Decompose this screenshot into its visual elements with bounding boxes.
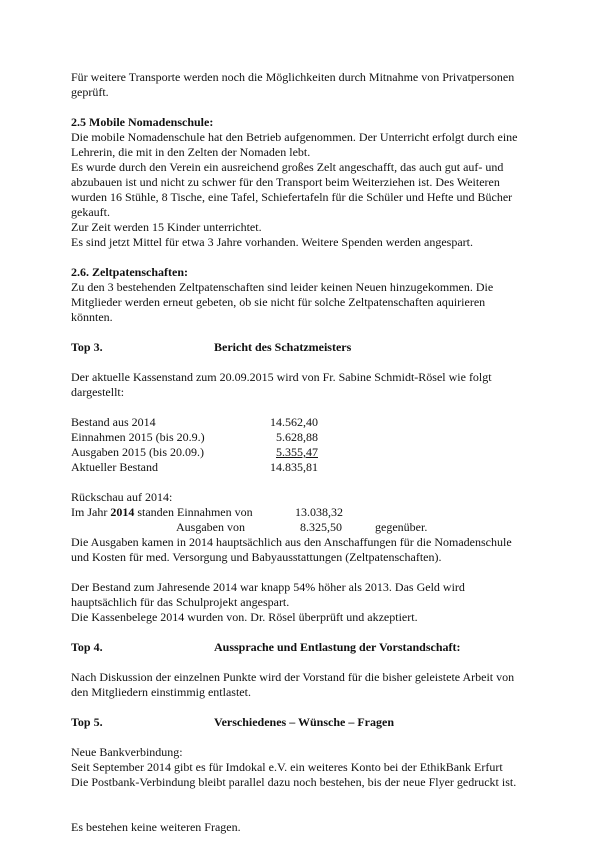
section-2-5-line: abzubauen ist und nicht zu schwer für den Transport beim Weiterziehen ist. Des Weiteren <box>71 175 500 189</box>
spend-line-2: und Kosten für med. Versorgung und Babyausstattungen (Zeltpatenschaften). <box>71 550 442 564</box>
finance-value: 14.835,81 <box>270 460 318 474</box>
top4-title: Aussprache und Entlastung der Vorstandschaft: <box>214 640 461 654</box>
finance-row <box>71 445 531 460</box>
top4-number: Top 4. <box>71 640 103 654</box>
bank-line-1: Seit September 2014 gibt es für Imdokal e.V. ein weiteres Konto bei der EthikBank Erfurt <box>71 760 503 774</box>
closing-line: Es bestehen keine weiteren Fragen. <box>71 820 241 834</box>
intro-line-2: geprüft. <box>71 85 109 99</box>
section-2-5-line: Die mobile Nomadenschule hat den Betrieb aufgenommen. Der Unterricht erfolgt durch eine <box>71 130 518 144</box>
section-2-5-line: Lehrerin, die mit in den Zelten der Nomaden lebt. <box>71 145 311 159</box>
top3-intro-line-2: dargestellt: <box>71 385 125 399</box>
section-2-5-line: wurden 16 Stühle, 8 Tische, eine Tafel, Schiefertafeln für die Schüler und Hefte und Bücher <box>71 190 513 204</box>
review-expenses-value: 8.325,50 <box>300 520 342 534</box>
top5-number: Top 5. <box>71 715 103 729</box>
top4-heading <box>71 640 531 655</box>
top3-heading <box>71 340 531 355</box>
review-year: 2014 <box>110 505 135 519</box>
top5-title: Verschiedenes – Wünsche – Fragen <box>214 715 394 729</box>
top4-line-2: den Mitgliedern einstimmig entlastet. <box>71 685 251 699</box>
section-2-6-heading: 2.6. Zeltpatenschaften: <box>71 265 188 279</box>
balance-line-2: hauptsächlich für das Schulprojekt angespart. <box>71 595 290 609</box>
finance-value: 14.562,40 <box>270 415 318 429</box>
top3-title: Bericht des Schatzmeisters <box>214 340 352 354</box>
section-2-6-line: Zu den 3 bestehenden Zeltpatenschaften sind leider keinen Neuen hinzugekommen. Die <box>71 280 494 294</box>
finance-label: Aktueller Bestand <box>71 460 158 474</box>
intro-line-1: Für weitere Transporte werden noch die Möglichkeiten durch Mitnahme von Privatpersonen <box>71 70 515 84</box>
balance-line-1: Der Bestand zum Jahresende 2014 war knapp 54% höher als 2013. Das Geld wird <box>71 580 465 594</box>
finance-value: 5.628,88 <box>276 430 318 444</box>
finance-row <box>71 415 531 430</box>
finance-label: Einnahmen 2015 (bis 20.9.) <box>71 430 205 444</box>
review-income-row <box>71 505 531 520</box>
review-expenses-label: Ausgaben von <box>176 520 245 534</box>
finance-row <box>71 460 531 475</box>
section-2-5-heading: 2.5 Mobile Nomadenschule: <box>71 115 214 129</box>
finance-table <box>71 415 531 475</box>
review-income-text: Im Jahr 2014 standen Einnahmen von <box>71 505 253 519</box>
document-page <box>71 70 531 835</box>
section-2-5-line: Es sind jetzt Mittel für etwa 3 Jahre vorhanden. Weitere Spenden werden angespart. <box>71 235 474 249</box>
balance-line-3: Die Kassenbelege 2014 wurden von. Dr. Rösel überprüft und akzeptiert. <box>71 610 418 624</box>
review-heading: Rückschau auf 2014: <box>71 490 173 504</box>
review-expenses-suffix: gegenüber. <box>375 520 428 534</box>
top3-number: Top 3. <box>71 340 103 354</box>
bank-line-2: Die Postbank-Verbindung bleibt parallel dazu noch bestehen, bis der neue Flyer gedruckt ist. <box>71 775 517 789</box>
review-income-value: 13.038,32 <box>295 505 343 519</box>
bank-heading: Neue Bankverbindung: <box>71 745 183 759</box>
top4-line-1: Nach Diskussion der einzelnen Punkte wird der Vorstand für die bisher geleistete Arbeit von <box>71 670 515 684</box>
spend-line-1: Die Ausgaben kamen in 2014 hauptsächlich aus den Anschaffungen für die Nomadenschule <box>71 535 512 549</box>
review-expenses-row <box>71 520 531 535</box>
top5-heading <box>71 715 531 730</box>
section-2-6-line: Mitglieder werden erneut gebeten, ob sie nicht für solche Zeltpatenschaften aquirieren <box>71 295 486 309</box>
top3-intro-line-1: Der aktuelle Kassenstand zum 20.09.2015 wird von Fr. Sabine Schmidt-Rösel wie folgt <box>71 370 492 384</box>
finance-label: Ausgaben 2015 (bis 20.09.) <box>71 445 204 459</box>
section-2-5-line: gekauft. <box>71 205 110 219</box>
section-2-5-line: Es wurde durch den Verein ein ausreichend großes Zelt angeschafft, das auch gut auf- und <box>71 160 504 174</box>
finance-label: Bestand aus 2014 <box>71 415 156 429</box>
finance-value: 5.355,47 <box>276 445 318 459</box>
section-2-5-line: Zur Zeit werden 15 Kinder unterrichtet. <box>71 220 262 234</box>
section-2-6-line: könnten. <box>71 310 113 324</box>
finance-row <box>71 430 531 445</box>
